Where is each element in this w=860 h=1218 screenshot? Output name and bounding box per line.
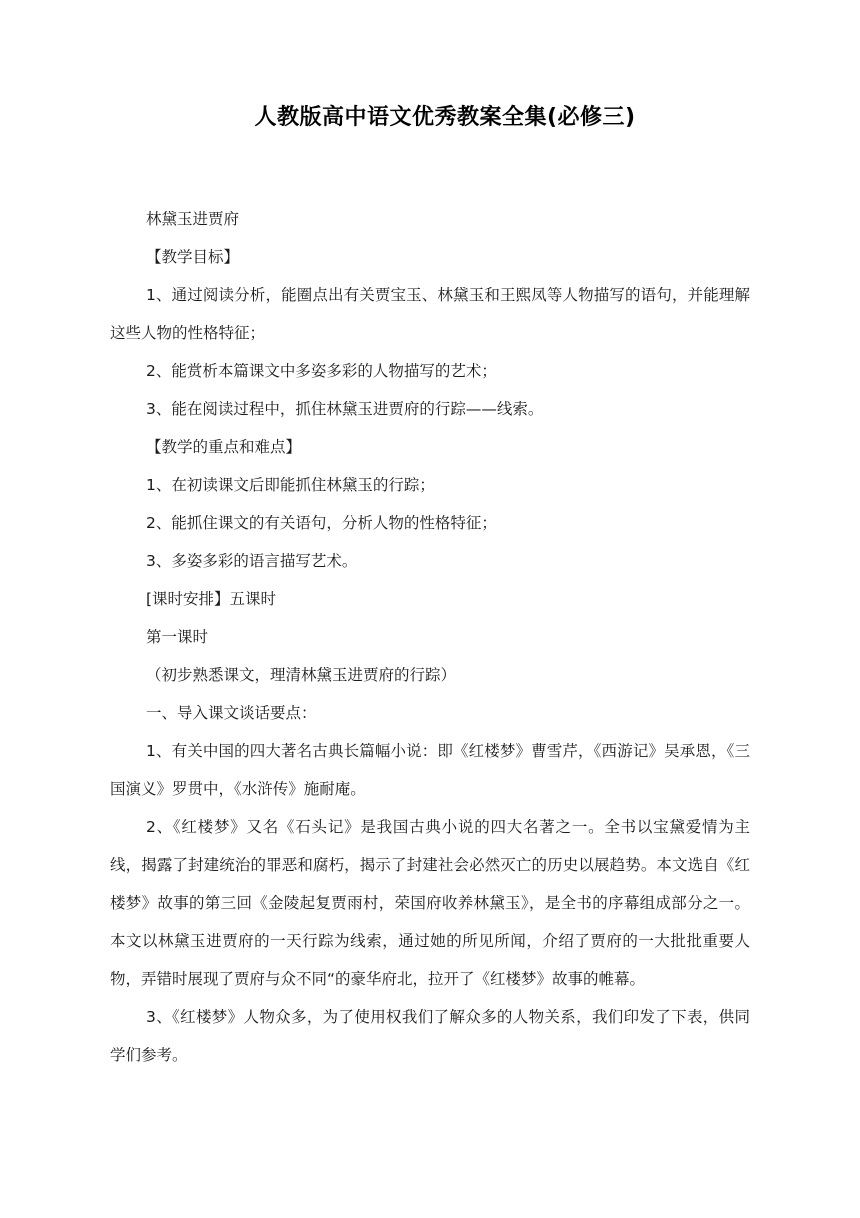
intro-item-1: 1、有关中国的四大著名古典长篇幅小说：即《红楼梦》曹雪芹，《西游记》吴承恩，《三国演义》罗贯中，《水浒传》施耐庵。: [110, 742, 750, 798]
objective-item-2: 2、能赏析本篇课文中多姿多彩的人物描写的艺术；: [146, 362, 497, 380]
document-body: [110, 200, 750, 1074]
key-point-item-2: 2、能抓住课文的有关语句，分析人物的性格特征；: [146, 514, 497, 532]
section-heading-key-points: 【教学的重点和难点】: [146, 438, 302, 456]
objective-item-3: 3、能在阅读过程中，抓住林黛玉进贾府的行踪——线索。: [146, 400, 544, 418]
key-point-item-1: 1、在初读课文后即能抓住林黛玉的行踪；: [146, 476, 435, 494]
schedule-line: [课时安排】五课时: [146, 590, 277, 608]
section-heading-objectives: 【教学目标】: [146, 248, 240, 266]
intro-item-2: 2、《红楼梦》又名《石头记》是我国古典小说的四大名著之一。全书以宝黛爱情为主线，揭露了封建统治的罪恶和腐朽，揭示了封建社会必然灭亡的历史以展趋势。本文选自《红楼梦》故事的第三回《金陵起复贾雨村，荣国府收养林黛玉》，是全书的序幕组成部分之一。本文以林黛玉进贾府的一天行踪为线索，通过她的所见所闻，介绍了贾府的一大批批重要人物，弄错时展现了贾府与众不同“的豪华府北，拉开了《红楼梦》故事的帷幕。: [110, 818, 750, 988]
lesson-title: 林黛玉进贾府: [146, 210, 240, 228]
document-title: 人教版高中语文优秀教案全集(必修三): [254, 105, 636, 130]
lesson-period-subtitle: （初步熟悉课文，理清林黛玉进贾府的行踪）: [146, 666, 457, 684]
lesson-period-heading: 第一课时: [146, 628, 209, 646]
section-heading-intro: 一、导入课文谈话要点：: [146, 704, 317, 722]
key-point-item-3: 3、多姿多彩的语言描写艺术。: [146, 552, 358, 570]
intro-item-3: 3、《红楼梦》人物众多，为了使用权我们了解众多的人物关系，我们印发了下表，供同学们参考。: [110, 1008, 750, 1064]
objective-item-1: 1、通过阅读分析，能圈点出有关贾宝玉、林黛玉和王熙凤等人物描写的语句，并能理解这些人物的性格特征；: [110, 286, 750, 342]
